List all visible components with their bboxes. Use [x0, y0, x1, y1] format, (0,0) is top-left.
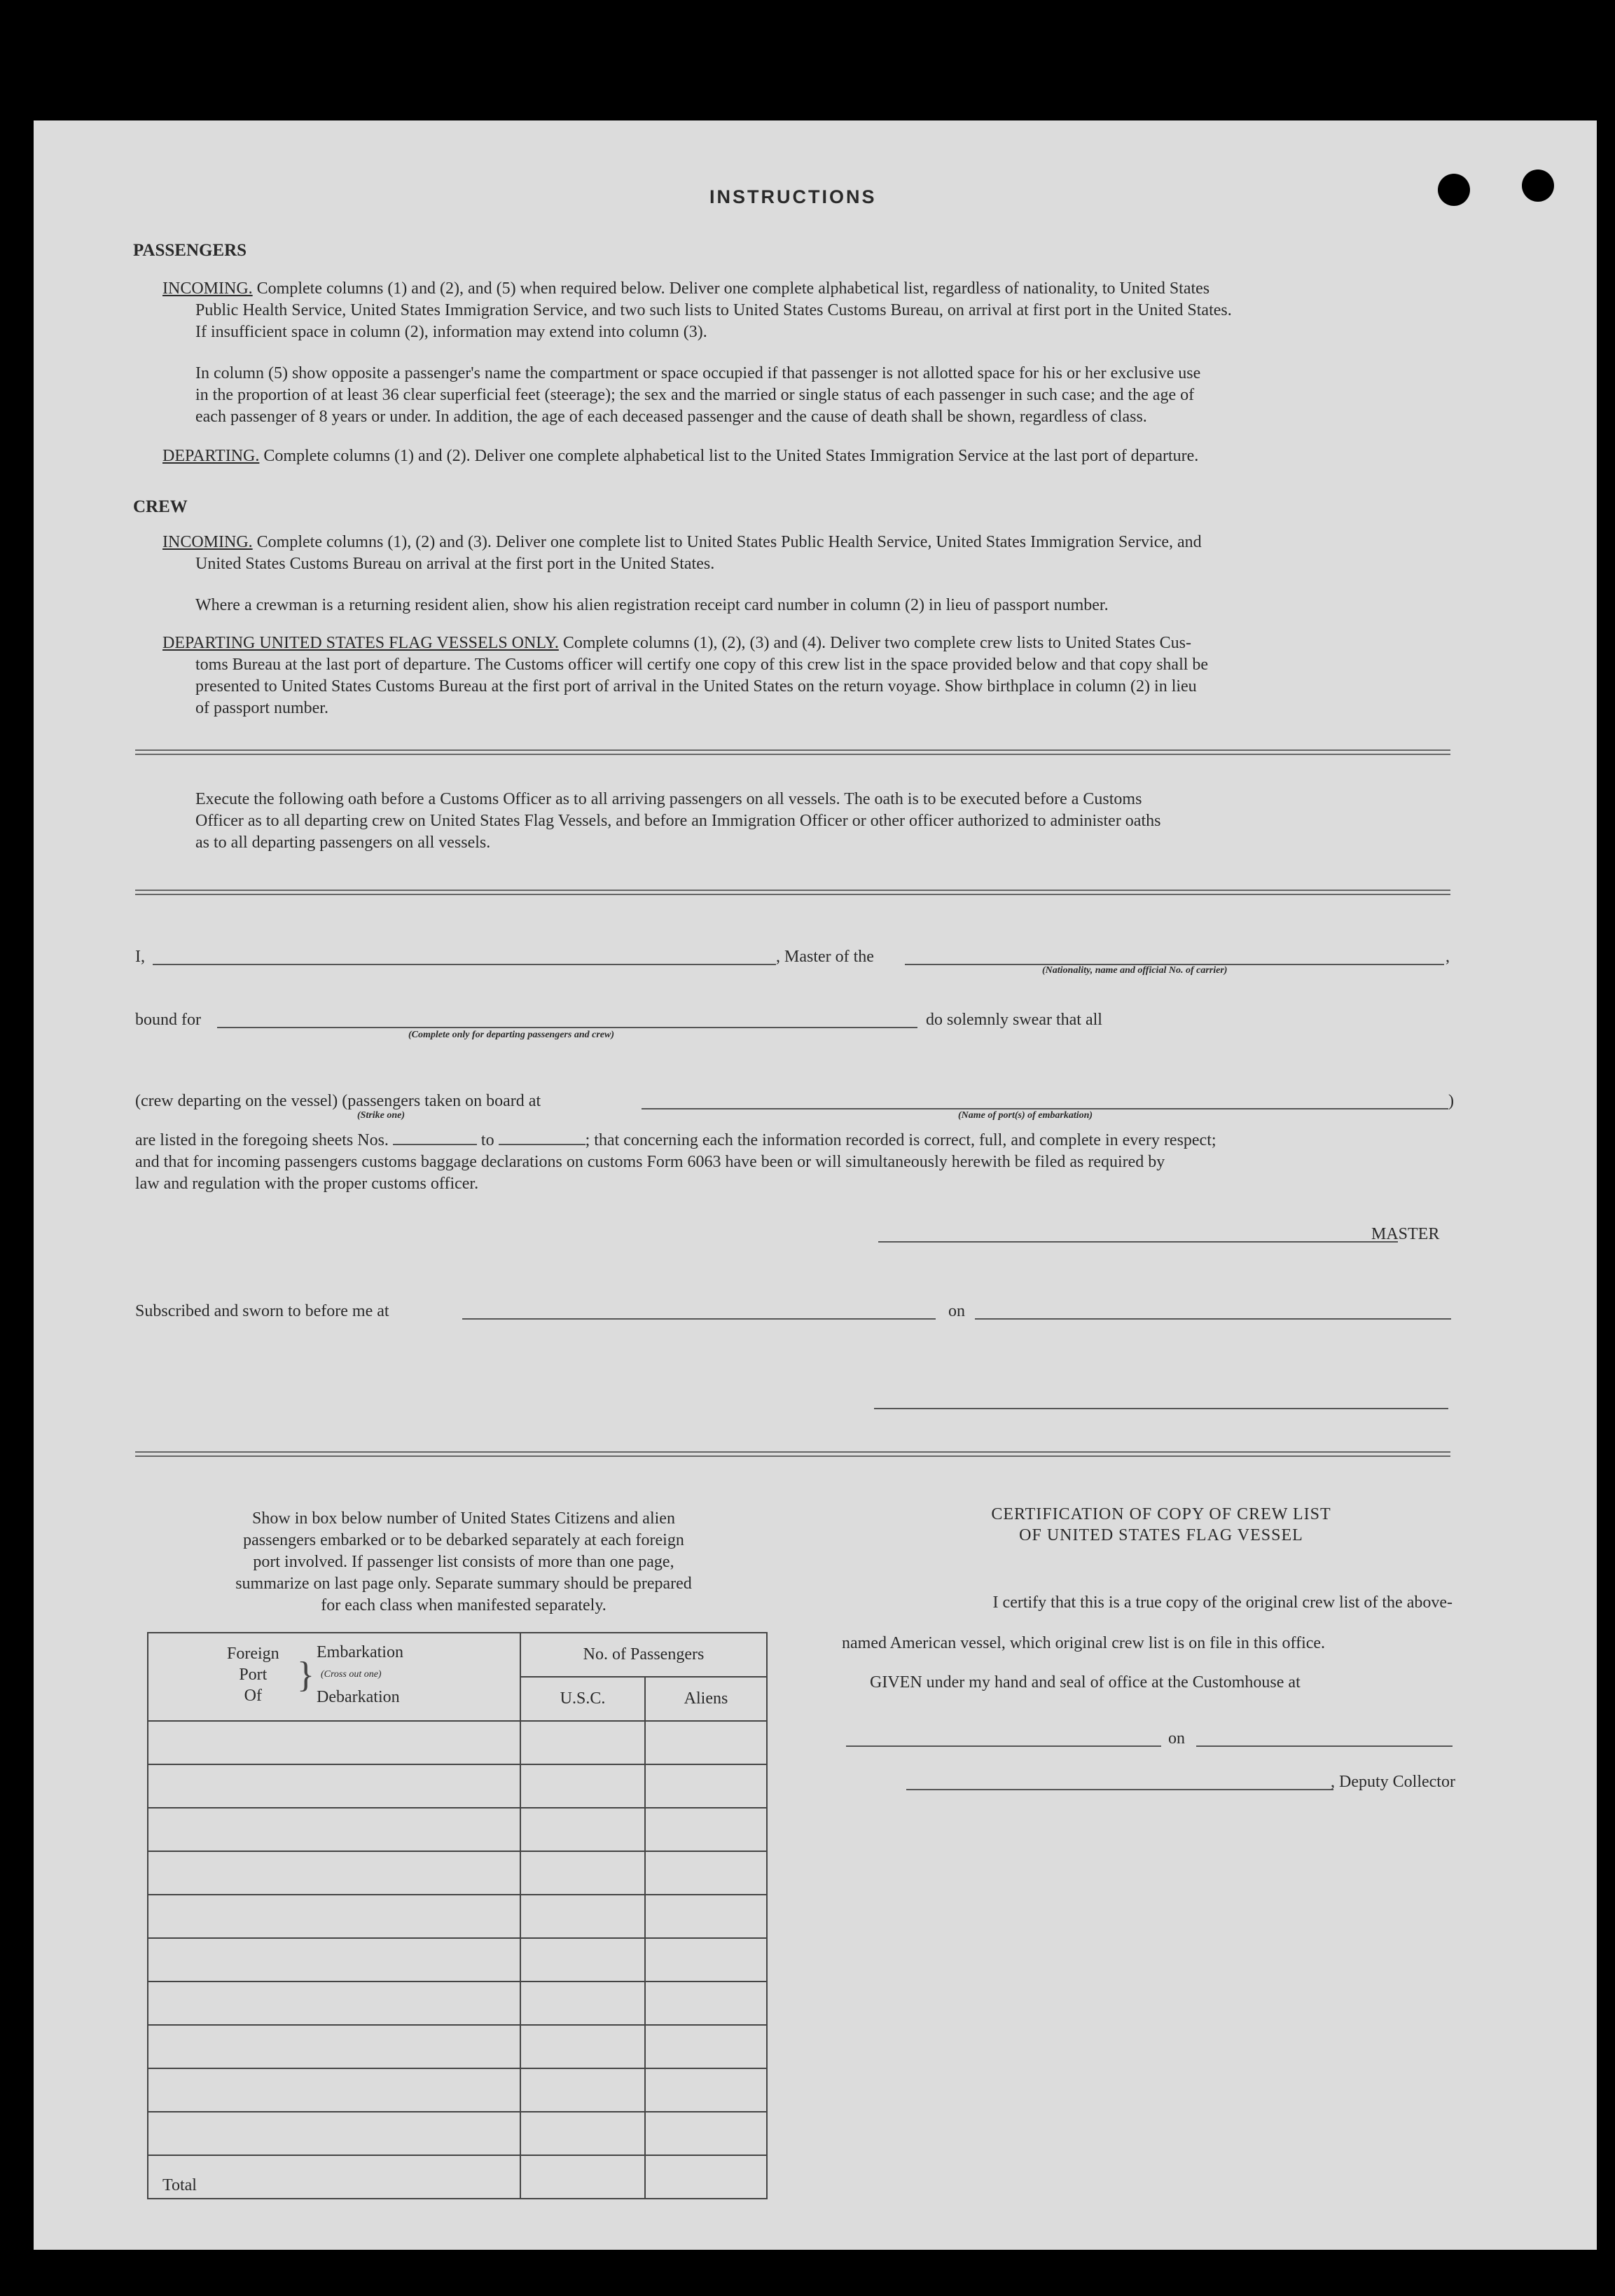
- total-label: Total: [148, 2155, 520, 2199]
- crew-incoming-line: [162, 531, 1202, 554]
- passengers-incoming-line: [162, 277, 1209, 300]
- strike-one-caption: (Strike one): [357, 1110, 406, 1121]
- box-instructions-line1: Show in box below number of United States Citizens and alien: [252, 1509, 675, 1528]
- total-row: [148, 2155, 767, 2199]
- subscribed-on: on: [948, 1302, 965, 1320]
- master-name-line[interactable]: [153, 964, 776, 965]
- listed-to: to: [480, 1131, 494, 1149]
- crew-departing-text: Complete columns (1), (2), (3) and (4). Deliver two complete crew lists to United States Cus-: [562, 634, 1191, 652]
- crew-departing-line: [162, 632, 1191, 655]
- total-usc-cell[interactable]: [520, 2155, 645, 2199]
- oath-instructions-line3: as to all departing passengers on all vessels.: [195, 834, 491, 852]
- crew-departing-line2: toms Bureau at the last port of departure. The Customs officer will certify one copy of this crew list in the space provided below and that copy shall be: [195, 656, 1209, 674]
- table-row: [148, 1982, 767, 2025]
- oath-master-of: , Master of the: [776, 948, 874, 966]
- certification-on: on: [1168, 1729, 1185, 1748]
- carrier-caption: (Nationality, name and official No. of carrier): [1042, 965, 1228, 976]
- incoming-label: INCOMING.: [162, 279, 253, 298]
- crew-incoming-label: INCOMING.: [162, 533, 253, 551]
- oath-i: I,: [135, 948, 145, 966]
- oath-bound-for: bound for: [135, 1011, 201, 1029]
- aliens-header: Aliens: [645, 1677, 767, 1721]
- passengers-heading: PASSENGERS: [133, 241, 247, 260]
- deputy-collector-label: , Deputy Collector: [1331, 1773, 1455, 1791]
- of-label: Of: [244, 1687, 262, 1705]
- oath-line3: law and regulation with the proper customs officer.: [135, 1175, 479, 1193]
- crew-departing-line3: presented to United States Customs Bureau at the first port of arrival in the United States on the return voyage. Show birthplace in column (2) in lieu: [195, 677, 1197, 696]
- departing-label: DEPARTING.: [162, 447, 260, 465]
- certification-title-line1: CERTIFICATION OF COPY OF CREW LIST: [991, 1505, 1331, 1523]
- punch-hole: [1522, 170, 1554, 202]
- foreign-label: Foreign: [227, 1645, 279, 1663]
- subscribed-date-line[interactable]: [975, 1318, 1451, 1320]
- departing-text: Complete columns (1) and (2). Deliver one complete alphabetical list to the United States Immigration Service at the last port of departure.: [263, 447, 1199, 465]
- passenger-summary-table: [147, 1632, 768, 2199]
- incoming-text: Complete columns (1) and (2), and (5) when required below. Deliver one complete alphabetical list, regardless of nationality, to United States: [256, 279, 1210, 298]
- table-row: [148, 2068, 767, 2112]
- port-header-cell: [148, 1633, 520, 1721]
- subscribed-label: Subscribed and sworn to before me at: [135, 1302, 389, 1320]
- embarkation-ports-line[interactable]: [642, 1108, 1448, 1109]
- debarkation-label: Debarkation: [317, 1688, 400, 1706]
- box-instructions-line4: summarize on last page only. Separate summary should be prepared: [235, 1575, 692, 1593]
- listed-a: are listed in the foregoing sheets Nos.: [135, 1131, 389, 1149]
- section-divider: [135, 749, 1450, 755]
- listed-b: ; that concerning each the information recorded is correct, full, and complete in every respect;: [585, 1131, 1217, 1149]
- certify-line2: named American vessel, which original crew list is on file in this office.: [842, 1634, 1326, 1652]
- table-row: [148, 1851, 767, 1895]
- sheet-no-to-field[interactable]: [499, 1131, 585, 1145]
- column5-line2: in the proportion of at least 36 clear superficial feet (steerage); the sex and the married or single status of each passenger in such case; and the age of: [195, 386, 1195, 404]
- oath-line2: and that for incoming passengers customs baggage declarations on customs Form 6063 have been or will simultaneously herewith be filed as required by: [135, 1153, 1165, 1171]
- box-instructions-line2: passengers embarked or to be debarked separately at each foreign: [243, 1531, 684, 1549]
- total-aliens-cell[interactable]: [645, 2155, 767, 2199]
- passengers-departing-line: [162, 445, 1198, 468]
- oath-swear: do solemnly swear that all: [926, 1011, 1102, 1029]
- sheet-no-from-field[interactable]: [393, 1131, 477, 1145]
- embarkation-label: Embarkation: [317, 1643, 403, 1661]
- column5-line3: each passenger of 8 years or under. In addition, the age of each deceased passenger and the cause of death shall be shown, regardless of class.: [195, 408, 1147, 426]
- table-row: [148, 1895, 767, 1938]
- passengers-incoming-line3: If insufficient space in column (2), information may extend into column (3).: [195, 323, 707, 341]
- page-title: INSTRUCTIONS: [709, 186, 877, 207]
- oath-instructions-line2: Officer as to all departing crew on United States Flag Vessels, and before an Immigration Officer or other officer authorized to administer oaths: [195, 812, 1161, 830]
- close-paren: ): [1448, 1092, 1454, 1110]
- certify-line1: I certify that this is a true copy of the original crew list of the above-: [992, 1593, 1453, 1612]
- table-row: [148, 1721, 767, 1764]
- master-signature-line[interactable]: [878, 1241, 1398, 1243]
- bound-for-line[interactable]: [217, 1027, 917, 1028]
- section-divider: [135, 890, 1450, 895]
- crew-incoming-line2: United States Customs Bureau on arrival at the first port in the United States.: [195, 555, 715, 573]
- column5-line1: In column (5) show opposite a passenger's name the compartment or space occupied if that passenger is not allotted space for his or her exclusive use: [195, 364, 1201, 382]
- subscribed-place-line[interactable]: [462, 1318, 936, 1320]
- usc-header: U.S.C.: [520, 1677, 645, 1721]
- crew-departing-line4: of passport number.: [195, 699, 328, 717]
- section-divider: [135, 1451, 1450, 1457]
- table-row: [148, 1808, 767, 1851]
- table-row: [148, 1764, 767, 1808]
- given-line: GIVEN under my hand and seal of office at the Customhouse at: [870, 1673, 1301, 1692]
- certification-title-line2: OF UNITED STATES FLAG VESSEL: [1019, 1526, 1303, 1544]
- oath-listed-line: [135, 1129, 1217, 1152]
- passengers-incoming-line2: Public Health Service, United States Immigration Service, and two such lists to United States Customs Bureau, on arrival at first port in the United States.: [195, 301, 1232, 319]
- box-instructions-line5: for each class when manifested separately.: [321, 1596, 607, 1614]
- bound-for-caption: (Complete only for departing passengers and crew): [408, 1030, 614, 1040]
- table-row: [148, 2025, 767, 2068]
- cross-out-caption: (Cross out one): [321, 1669, 382, 1680]
- crew-incoming-text: Complete columns (1), (2) and (3). Deliver one complete list to United States Public Health Service, United States Immigration Service, and: [256, 533, 1202, 551]
- punch-hole: [1438, 174, 1470, 206]
- no-of-passengers-header: No. of Passengers: [520, 1633, 767, 1677]
- master-label: MASTER: [1371, 1225, 1440, 1243]
- port-label: Port: [239, 1666, 268, 1684]
- oath-crew-departing: (crew departing on the vessel) (passengers taken on board at: [135, 1092, 541, 1110]
- table-row: [148, 2112, 767, 2155]
- box-instructions-line3: port involved. If passenger list consists of more than one page,: [253, 1553, 674, 1571]
- form-sheet: INSTRUCTIONS PASSENGERS INCOMING. Complete columns (1) and (2), and (5) when required below. Deliver one complete alphabetical list, regardless of nationality, to United States Public Health Service, United States Immigration Service, and two such lists to United States Customs Bureau, on arrival at first port in the United States. If insufficient space in column (2), information may extend into column (3). In column (5) show opposite a passenger's name the compartment or space occupied if that passenger is not allotted space for his or her exclusive use in the proportion of at least 36 clear superficial feet (steerage); the sex and the married or single status of each passenger in such case; and the age of each passenger of 8 years or under. In addition, the age of each deceased passenger and the cause of death shall be shown, regardless of class. DEPARTING. Complete columns (1) and (2). Deliver one complete alphabetical list to the United States Immigration Service at the last port of departure. CREW INCOMING. Complete columns (1), (2) and (3). Deliver one complete list to United States Public Health Service, United States Immigration Service, and United States Customs Bureau on arrival at the first port in the United States. Where a crewman is a returning resident alien, show his alien registration receipt card number in column (2) in lieu of passport number. DEPARTING UNITED STATES FLAG VESSELS ONLY. Complete columns (1), (2), (3) and (4). Deliver two complete crew lists to United States Cus- toms Bureau at the last port of departure. The Customs officer will certify one copy of this crew list in the space provided below and that copy shall be presented to United States Customs Bureau at the first port of arrival in the United States on the return voyage. Show birthplace in column (2) in lieu of passport number. Execute the following oath before a Customs Officer as to all arriving passengers on all vessels. The oath is to be executed before a Customs Officer as to all departing crew on United States Flag Vessels, and before an Immigration Officer or other officer authorized to administer oaths as to all departing passengers on all vessels. I, , Master of the , (Nationality, name and official No. of carrier) bound for (Complete only for departing passengers and crew) do solemnly swear that all (crew departing on the vessel) (passengers taken on board at ) (Strike one) (Name of port(s) of embarkation) are listed in the foregoing sheets Nos. to ; that concerning each the information recorded is correct, full, and complete in every respect; and that for incoming passengers customs baggage declarations on customs Form 6063 have been or will simultaneously herewith be filed as required by law and regulation with the proper customs officer. MASTER Subscribed and sworn to before me at on Show in box below number of United States Citizens and alien passengers embarked or to be debarked separately at each foreign port involved. If passenger list consists of more than one page, summarize on last page only. Separate summary should be prepared for each class when manifested separately. Foreign Port Of } Embarkation (Cross out one) Debarkation No. of Passengers U.S.C. Aliens Total CERTIFICATION OF COPY OF CREW LIST OF UNITED STATES FLAG VESSEL I certify that this is a true copy of the original crew list of the above- named American vessel, which original crew list is on file in this office. GIVEN under my hand and seal of office at the Customhouse at on , Deputy Collector: [34, 120, 1597, 2250]
- deputy-signature-line[interactable]: [906, 1789, 1333, 1790]
- oath-instructions-line1: Execute the following oath before a Customs Officer as to all arriving passengers on all vessels. The oath is to be executed before a Customs: [195, 790, 1142, 808]
- crew-heading: CREW: [133, 497, 188, 516]
- customhouse-line[interactable]: [846, 1745, 1161, 1747]
- table-row: [148, 1938, 767, 1982]
- officer-signature-line[interactable]: [874, 1408, 1448, 1409]
- certification-date-line[interactable]: [1196, 1745, 1453, 1747]
- crew-departing-label: DEPARTING UNITED STATES FLAG VESSELS ONLY.: [162, 634, 559, 652]
- ports-caption: (Name of port(s) of embarkation): [958, 1110, 1093, 1121]
- crew-resident-alien: Where a crewman is a returning resident alien, show his alien registration receipt card number in column (2) in lieu of passport number.: [195, 596, 1109, 614]
- brace: }: [297, 1655, 314, 1695]
